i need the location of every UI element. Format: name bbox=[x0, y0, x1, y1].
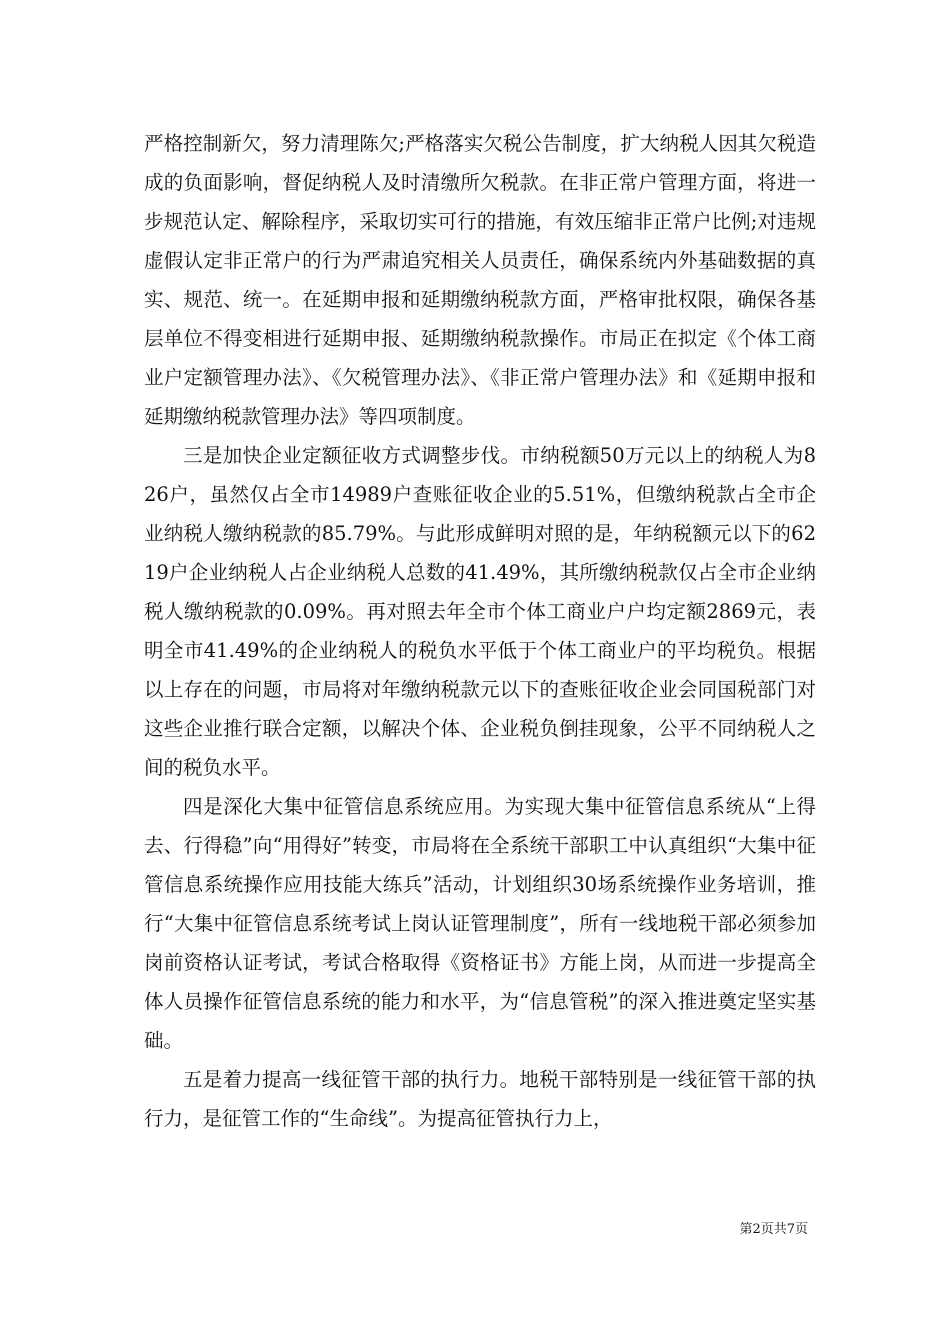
paragraph-five: 五是着力提高一线征管干部的执行力。地税干部特别是一线征管干部的执行力，是征管工作的“生命线”。为提高征管执行力上， bbox=[144, 1068, 816, 1130]
paragraph-four: 四是深化大集中征管信息系统应用。为实现大集中征管信息系统从“上得去、行得稳”向“用得好”转变，市局将在全系统干部职工中认真组织“大集中征管信息系统操作应用技能大练兵”活动，计划组织30场系统操作业务培训，推行“大集中征管信息系统考试上岗认证管理制度”，所有一线地税干部必须参加岗前资格认证考试，考试合格取得《资格证书》方能上岗，从而进一步提高全体人员操作征管信息系统的能力和水平，为“信息管税”的深入推进奠定坚实基础。 bbox=[144, 795, 816, 1052]
document-body bbox=[144, 124, 816, 1138]
paragraph-three: 三是加快企业定额征收方式调整步伐。市纳税额50万元以上的纳税人为826户，虽然仅占全市14989户查账征收企业的5.51%，但缴纳税款占全市企业纳税人缴纳税款的85.79%。与此形成鲜明对照的是，年纳税额元以下的6219户企业纳税人占企业纳税人总数的41.49%，其所缴纳税款仅占全市企业纳税人缴纳税款的0.09%。再对照去年全市个体工商业户户均定额2869元，表明全市41.49%的企业纳税人的税负水平低于个体工商业户的平均税负。根据以上存在的问题，市局将对年缴纳税款元以下的查账征收企业会同国税部门对这些企业推行联合定额，以解决个体、企业税负倒挂现象，公平不同纳税人之间的税负水平。 bbox=[144, 444, 816, 779]
paragraph-continued: 严格控制新欠，努力清理陈欠;严格落实欠税公告制度，扩大纳税人因其欠税造成的负面影响，督促纳税人及时清缴所欠税款。在非正常户管理方面，将进一步规范认定、解除程序，采取切实可行的措施，有效压缩非正常户比例;对违规虚假认定非正常户的行为严肃追究相关人员责任，确保系统内外基础数据的真实、规范、统一。在延期申报和延期缴纳税款方面，严格审批权限，确保各基层单位不得变相进行延期申报、延期缴纳税款操作。市局正在拟定《个体工商业户定额管理办法》、《欠税管理办法》、《非正常户管理办法》和《延期申报和延期缴纳税款管理办法》等四项制度。 bbox=[144, 132, 816, 428]
page-number-footer: 第2页共7页 bbox=[739, 1222, 808, 1237]
